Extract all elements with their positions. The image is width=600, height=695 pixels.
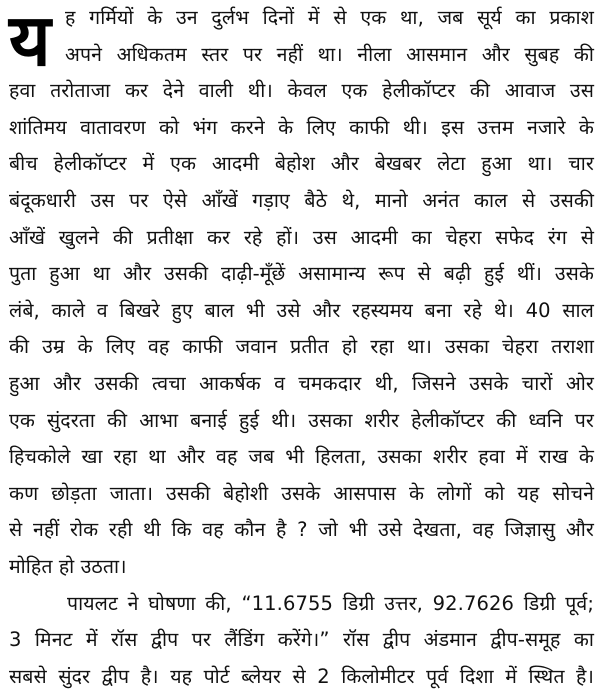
document-page (9, 0, 594, 695)
text-line: हवा तरोताजा कर देने वाली थी। केवल एक हेलीकॉप्टर की आवाज उस (9, 73, 594, 110)
text-line: आँखें खुलने की प्रतीक्षा कर रहे हों। उस आदमी का चेहरा सफेद रंग से (9, 220, 594, 257)
text-line: बंदूकधारी उस पर ऐसे आँखें गड़ाए बैठे थे, मानो अनंत काल से उसकी (9, 183, 594, 220)
text-line: सबसे सुंदर द्वीप है। यह पोर्ट ब्लेयर से 2 किलोमीटर पूर्व दिशा में स्थित है। (9, 659, 594, 695)
text-line: 3 मिनट में रॉस द्वीप पर लैंडिंग करेंगे।” रॉस द्वीप अंडमान द्वीप-समूह का (9, 622, 594, 659)
text-line: हिचकोले खा रहा था और वह जब भी हिलता, उसका शरीर हवा में राख के (9, 439, 594, 476)
text-line: से नहीं रोक रही थी कि वह कौन है ? जो भी उसे देखता, वह जिज्ञासु और (9, 512, 594, 549)
paragraph-1 (9, 0, 594, 586)
text-line: ह गर्मियों के उन दुर्लभ दिनों में से एक था, जब सूर्य का प्रकाश (9, 0, 594, 37)
text-line: मोहित हो उठता। (9, 549, 594, 586)
text-line: एक सुंदरता की आभा बनाई हुई थी। उसका शरीर हेलीकॉप्टर की ध्वनि पर (9, 403, 594, 440)
drop-cap: य (9, 4, 51, 76)
text-line: पुता हुआ था और उसकी दाढ़ी-मूँछें असामान्य रूप से बढ़ी हुई थीं। उसके (9, 256, 594, 293)
text-line: शांतिमय वातावरण को भंग करने के लिए काफी थी। इस उत्तम नजारे के (9, 110, 594, 147)
text-line: लंबे, काले व बिखरे हुए बाल भी उसे और रहस्यमय बना रहे थे। 40 साल (9, 293, 594, 330)
text-line: बीच हेलीकॉप्टर में एक आदमी बेहोश और बेखबर लेटा हुआ था। चार (9, 146, 594, 183)
text-line: पायलट ने घोषणा की, “11.6755 डिग्री उत्तर, 92.7626 डिग्री पूर्व; (9, 586, 594, 623)
text-line: हुआ और उसकी त्वचा आकर्षक व चमकदार थी, जिसने उसके चारों ओर (9, 366, 594, 403)
text-line: की उम्र के लिए वह काफी जवान प्रतीत हो रहा था। उसका चेहरा तराशा (9, 329, 594, 366)
text-line: कण छोड़ता जाता। उसकी बेहोशी उसके आसपास के लोगों को यह सोचने (9, 476, 594, 513)
text-line: अपने अधिकतम स्तर पर नहीं था। नीला आसमान और सुबह की (9, 37, 594, 74)
